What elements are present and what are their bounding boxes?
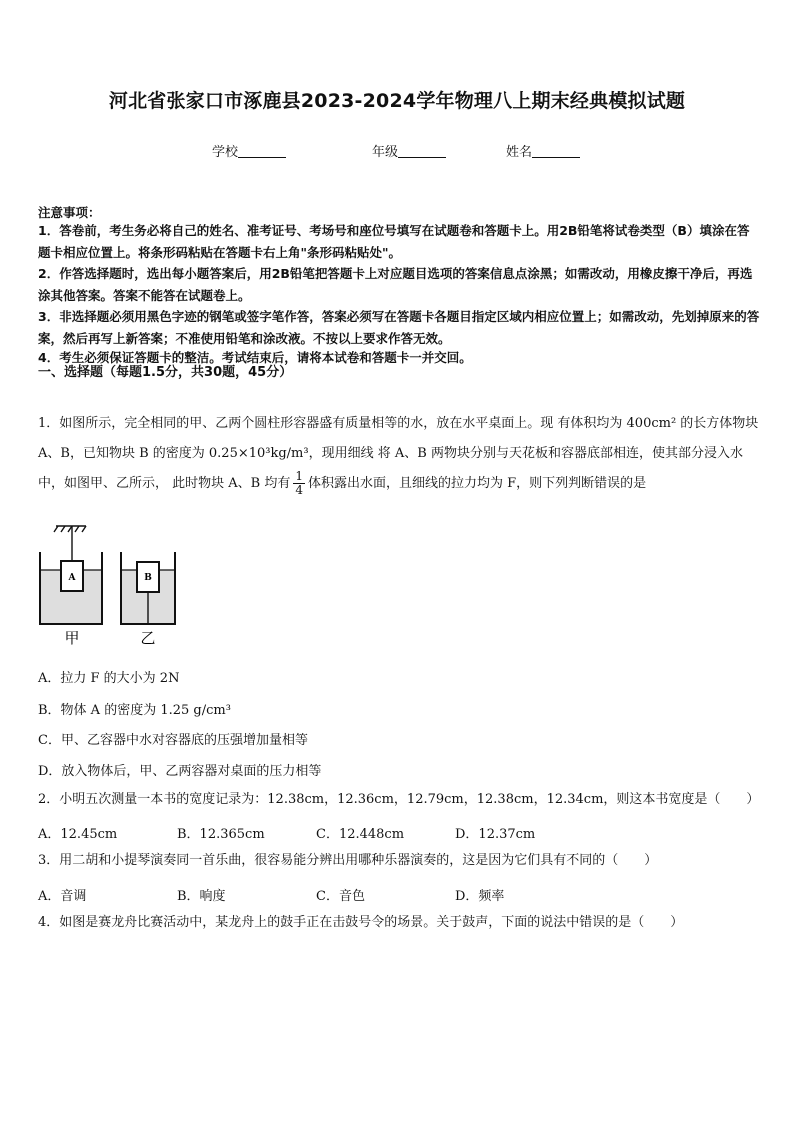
school-blank[interactable]	[238, 145, 286, 158]
section-heading: 一、选择题（每题1.5分，共30题，45分）	[38, 365, 293, 380]
q1-option-b[interactable]: B．物体 A 的密度为 1.25 g/cm³	[38, 703, 231, 718]
q3-option-a[interactable]: A．音调	[38, 889, 87, 904]
q2-options	[38, 823, 598, 842]
exam-title: 河北省张家口市涿鹿县2023-2024学年物理八上期末经典模拟试题	[108, 90, 686, 112]
question-1	[38, 409, 760, 499]
fraction-one-quarter	[293, 470, 305, 497]
notice-item-2: 2．作答选择题时，选出每小题答案后，用2B铅笔把答题卡上对应题目选项的答案信息点涂黑；如需改动，用橡皮擦干净后，再选涂其他答案。答案不能答在试题卷上。	[38, 266, 753, 303]
school-field	[212, 141, 286, 160]
fraction-numerator: 1	[295, 469, 303, 483]
notice-heading: 注意事项：	[38, 205, 101, 220]
q3-option-b[interactable]: B．响度	[177, 889, 226, 904]
q2-option-c[interactable]: C．12.448cm	[316, 827, 405, 842]
name-blank[interactable]	[532, 145, 580, 158]
notice-item-4: 4．考生必须保证答题卡的整洁。考试结束后，请将本试卷和答题卡一并交回。	[38, 350, 472, 365]
q2-option-a[interactable]: A．12.45cm	[38, 827, 118, 842]
label-jia: 甲	[64, 629, 80, 646]
q2-option-b[interactable]: B．12.365cm	[177, 827, 265, 842]
q3-option-d[interactable]: D．频率	[455, 889, 505, 904]
q1-option-c[interactable]: C．甲、乙容器中水对容器底的压强增加量相等	[38, 733, 308, 748]
ceiling-hatch	[54, 526, 86, 532]
label-yi: 乙	[140, 629, 156, 646]
grade-field	[372, 141, 446, 160]
notice-item-1: 1．答卷前，考生务必将自己的姓名、准考证号、考场号和座位号填写在试题卷和答题卡上。用2B铅笔将试卷类型（B）填涂在答题卡相应位置上。将条形码粘贴在答题卡右上角"条形码粘贴处"。	[38, 223, 750, 260]
q1-option-a[interactable]: A．拉力 F 的大小为 2N	[38, 671, 180, 686]
school-label: 学校	[212, 145, 239, 160]
name-label: 姓名	[506, 145, 533, 160]
container-diagram	[34, 522, 184, 646]
question-1-text-b: 体积露出水面，且细线的拉力均为 F，则下列判断错误的是	[307, 476, 647, 491]
notice-item-3: 3．非选择题必须用黑色字迹的钢笔或签字笔作答，答案必须写在答题卡各题目指定区域内相应位置上；如需改动，先划掉原来的答案，然后再写上新答案；不准使用铅笔和涂改液。不按以上要求作答无效。	[38, 309, 760, 346]
block-b-label: B	[144, 573, 152, 583]
name-field	[506, 141, 580, 160]
grade-label: 年级	[372, 145, 399, 160]
fraction-denominator: 4	[295, 483, 303, 497]
q3-options	[38, 885, 598, 904]
question-1-text-a: 1．如图所示，完全相同的甲、乙两个圆柱形容器盛有质量相等的水，放在水平桌面上。现 有体积均为 400cm² 的长方体物块 A、B，已知物块 B 的密度为 0.25×10³kg/m³，现用细线 将 A、B 两物块分别与天花板和容器底部相连，使其部分浸入水中，如图甲、乙所示， 此时物块 A、B 均有	[38, 416, 759, 491]
question-4: 4．如图是赛龙舟比赛活动中，某龙舟上的鼓手正在击鼓号令的场景。关于鼓声，下面的说法中错误的是（ ）	[38, 915, 684, 930]
question-3: 3．用二胡和小提琴演奏同一首乐曲，很容易能分辨出用哪种乐器演奏的，这是因为它们具有不同的（ ）	[38, 853, 658, 868]
q3-option-c[interactable]: C．音色	[316, 889, 365, 904]
block-a-label: A	[68, 573, 76, 583]
q1-option-d[interactable]: D．放入物体后，甲、乙两容器对桌面的压力相等	[38, 764, 322, 779]
grade-blank[interactable]	[398, 145, 446, 158]
q2-option-d[interactable]: D．12.37cm	[455, 827, 536, 842]
question-2: 2．小明五次测量一本书的宽度记录为：12.38cm，12.36cm，12.79cm，12.38cm，12.34cm，则这本书宽度是（ ）	[38, 792, 760, 807]
